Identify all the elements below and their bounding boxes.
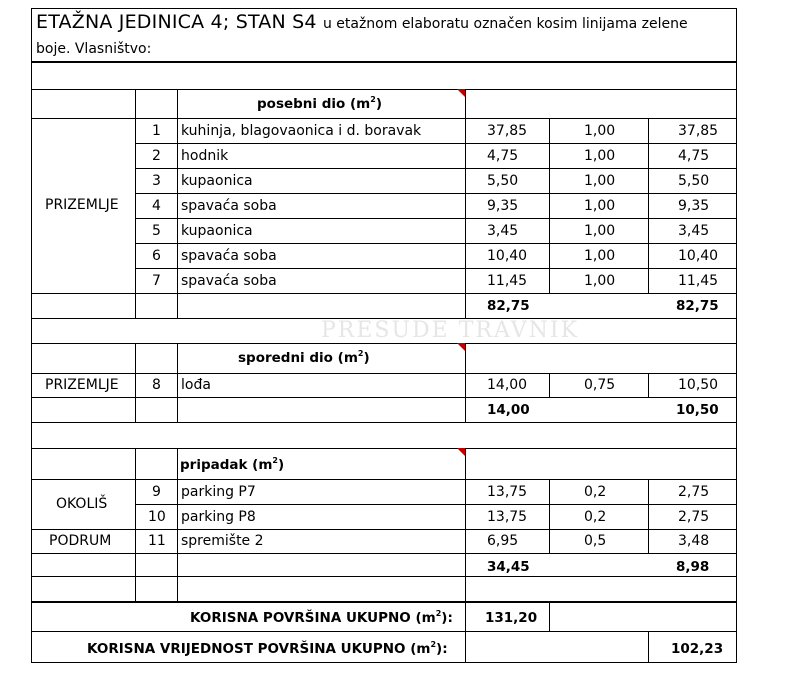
row-area: 14,00 xyxy=(487,377,528,393)
row-number: 5 xyxy=(152,223,161,239)
row-room-name: parking P8 xyxy=(181,509,256,525)
row-room-name: spremište 2 xyxy=(181,533,264,549)
korisna-povrsina-label: KORISNA POVRŠINA UKUPNO $(m^2)$: xyxy=(190,608,453,626)
row-coefficient: 0,2 xyxy=(584,509,607,525)
row-number: 6 xyxy=(152,248,161,264)
row-area: 5,50 xyxy=(487,173,519,189)
row-value: 9,35 xyxy=(678,198,710,214)
sporedni-total-value: 10,50 xyxy=(676,402,719,418)
row-number: 1 xyxy=(152,123,161,139)
row-coefficient: 1,00 xyxy=(584,223,616,239)
row-area: 13,75 xyxy=(487,509,528,525)
row-number: 11 xyxy=(148,533,166,549)
unit-table-sheet xyxy=(31,8,737,663)
row-area: 10,40 xyxy=(487,248,528,264)
row-value: 37,85 xyxy=(678,123,719,139)
row-room-name: hodnik xyxy=(181,148,229,164)
row-value: 5,50 xyxy=(678,173,710,189)
table-grid xyxy=(31,8,737,663)
row-area: 6,95 xyxy=(487,533,519,549)
row-value: 11,45 xyxy=(678,273,719,289)
floor-label-prizemlje-2: PRIZEMLJE xyxy=(45,377,119,393)
floor-label-prizemlje: PRIZEMLJE xyxy=(45,197,119,213)
korisna-povrsina-value: 131,20 xyxy=(485,610,538,626)
row-value: 10,40 xyxy=(678,248,719,264)
row-room-name: kupaonica xyxy=(181,223,253,239)
sporedni-total-area: 14,00 xyxy=(487,402,530,418)
row-coefficient: 1,00 xyxy=(584,123,616,139)
floor-label-podrum: PODRUM xyxy=(49,533,112,549)
comment-marker xyxy=(457,448,465,456)
row-number: 3 xyxy=(152,173,161,189)
row-coefficient: 1,00 xyxy=(584,248,616,264)
row-coefficient: 1,00 xyxy=(584,198,616,214)
row-coefficient: 1,00 xyxy=(584,148,616,164)
row-room-name: spavaća soba xyxy=(181,198,277,214)
row-value: 2,75 xyxy=(678,484,710,500)
row-value: 10,50 xyxy=(678,377,719,393)
unit-title-main: ETAŽNA JEDINICA 4; STAN S4 xyxy=(36,11,317,33)
row-number: 2 xyxy=(152,148,161,164)
row-value: 3,45 xyxy=(678,223,710,239)
row-area: 37,85 xyxy=(487,123,528,139)
row-value: 3,48 xyxy=(678,533,710,549)
floor-label-okolis: OKOLIŠ xyxy=(56,496,108,512)
section-header-sporedni: sporedni dio $(m^2)$ xyxy=(238,348,370,366)
section-header-pripadak: pripadak $(m^2)$ xyxy=(180,455,285,473)
posebni-total-value: 82,75 xyxy=(676,298,719,314)
row-room-name: parking P7 xyxy=(181,484,256,500)
row-value: 2,75 xyxy=(678,509,710,525)
row-area: 4,75 xyxy=(487,148,519,164)
row-coefficient: 1,00 xyxy=(584,173,616,189)
row-room-name: kupaonica xyxy=(181,173,253,189)
korisna-vrijednost-value: 102,23 xyxy=(671,641,724,657)
posebni-total-area: 82,75 xyxy=(487,298,530,314)
korisna-vrijednost-label: KORISNA VRIJEDNOST POVRŠINA UKUPNO $(m^2)$: xyxy=(87,639,448,657)
row-area: 13,75 xyxy=(487,484,528,500)
pripadak-total-area: 34,45 xyxy=(487,559,530,575)
row-area: 3,45 xyxy=(487,223,519,239)
row-number: 8 xyxy=(152,377,161,393)
row-number: 7 xyxy=(152,273,161,289)
row-value: 4,75 xyxy=(678,148,710,164)
row-room-name: spavaća soba xyxy=(181,248,277,264)
section-header-posebni: posebni dio $(m^2)$ xyxy=(257,94,382,112)
row-coefficient: 0,75 xyxy=(584,377,616,393)
row-room-name: kuhinja, blagovaonica i d. boravak xyxy=(181,123,422,139)
row-area: 11,45 xyxy=(487,273,528,289)
row-number: 9 xyxy=(152,484,161,500)
comment-marker xyxy=(457,343,465,351)
row-room-name: spavaća soba xyxy=(181,273,277,289)
unit-title-ownership: boje. Vlasništvo: xyxy=(36,41,152,57)
row-coefficient: 0,5 xyxy=(584,533,607,549)
row-number: 4 xyxy=(152,198,161,214)
row-coefficient: 1,00 xyxy=(584,273,616,289)
pripadak-total-value: 8,98 xyxy=(676,559,710,575)
comment-marker xyxy=(457,89,465,97)
watermark: PRESUDE TRAVNIK xyxy=(321,318,580,343)
unit-title-description: u etažnom elaboratu označen kosim linijama zelene xyxy=(322,16,688,32)
row-area: 9,35 xyxy=(487,198,519,214)
row-coefficient: 0,2 xyxy=(584,484,607,500)
row-number: 10 xyxy=(148,509,166,525)
row-room-name: lođa xyxy=(181,377,211,393)
